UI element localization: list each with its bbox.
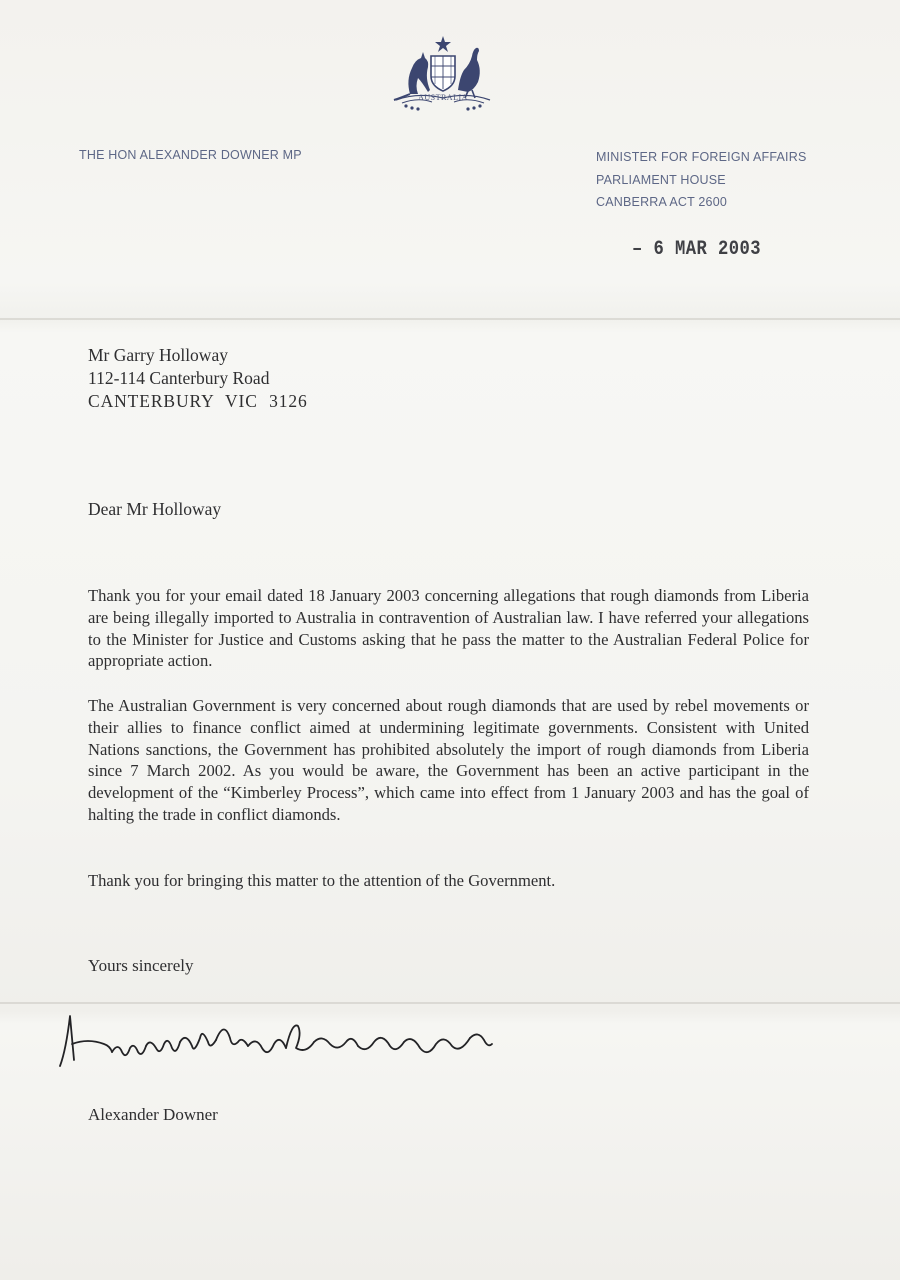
body-paragraph: The Australian Government is very concerned about rough diamonds that are used by rebel movements or their allies to finance conflict aimed at undermining legitimate governments. Consistent with United Nations sanctions, the Government has prohibited absolutely the import of rough diamonds from Liberia since 7 March 2002. As you would be aware, the Government has been an active participant in the development of the “Kimberley Process”, which came into effect from 1 January 2003 and has the goal of halting the trade in conflict diamonds. [88,696,809,824]
recipient-name: Mr Garry Holloway [88,345,228,365]
office-building: PARLIAMENT HOUSE [596,172,726,187]
office-city: CANBERRA ACT 2600 [596,195,728,209]
paper-fold-upper [0,318,900,320]
body-paragraph: Thank you for your email dated 18 January 2003 concerning allegations that rough diamonds from Liberia are being illegally imported to Australia in contravention of Australian law. I have referred your allegations to the Minister for Justice and Customs asking that he pass the matter to the Australian Federal Police for appropriate action. [88,586,809,671]
coat-of-arms-icon [388,34,498,114]
recipient-suburb: CANTERBURY VIC 3126 [88,391,308,411]
paper-fold-lower [0,1002,900,1004]
salutation: Dear Mr Holloway [88,499,222,519]
date-stamp: – 6 MAR 2003 [632,238,762,261]
office-title: MINISTER FOR FOREIGN AFFAIRS [596,150,807,164]
recipient-address [88,344,308,413]
handwritten-signature [52,1008,502,1080]
body-paragraph: Thank you for bringing this matter to the attention of the Government. [88,871,556,890]
crest-caption: AUSTRALIA [418,93,468,102]
recipient-street: 112-114 Canterbury Road [88,368,270,388]
sender-name: THE HON ALEXANDER DOWNER MP [79,148,302,162]
closing: Yours sincerely [88,956,194,975]
office-address [596,146,806,214]
signatory-name: Alexander Downer [88,1105,218,1124]
